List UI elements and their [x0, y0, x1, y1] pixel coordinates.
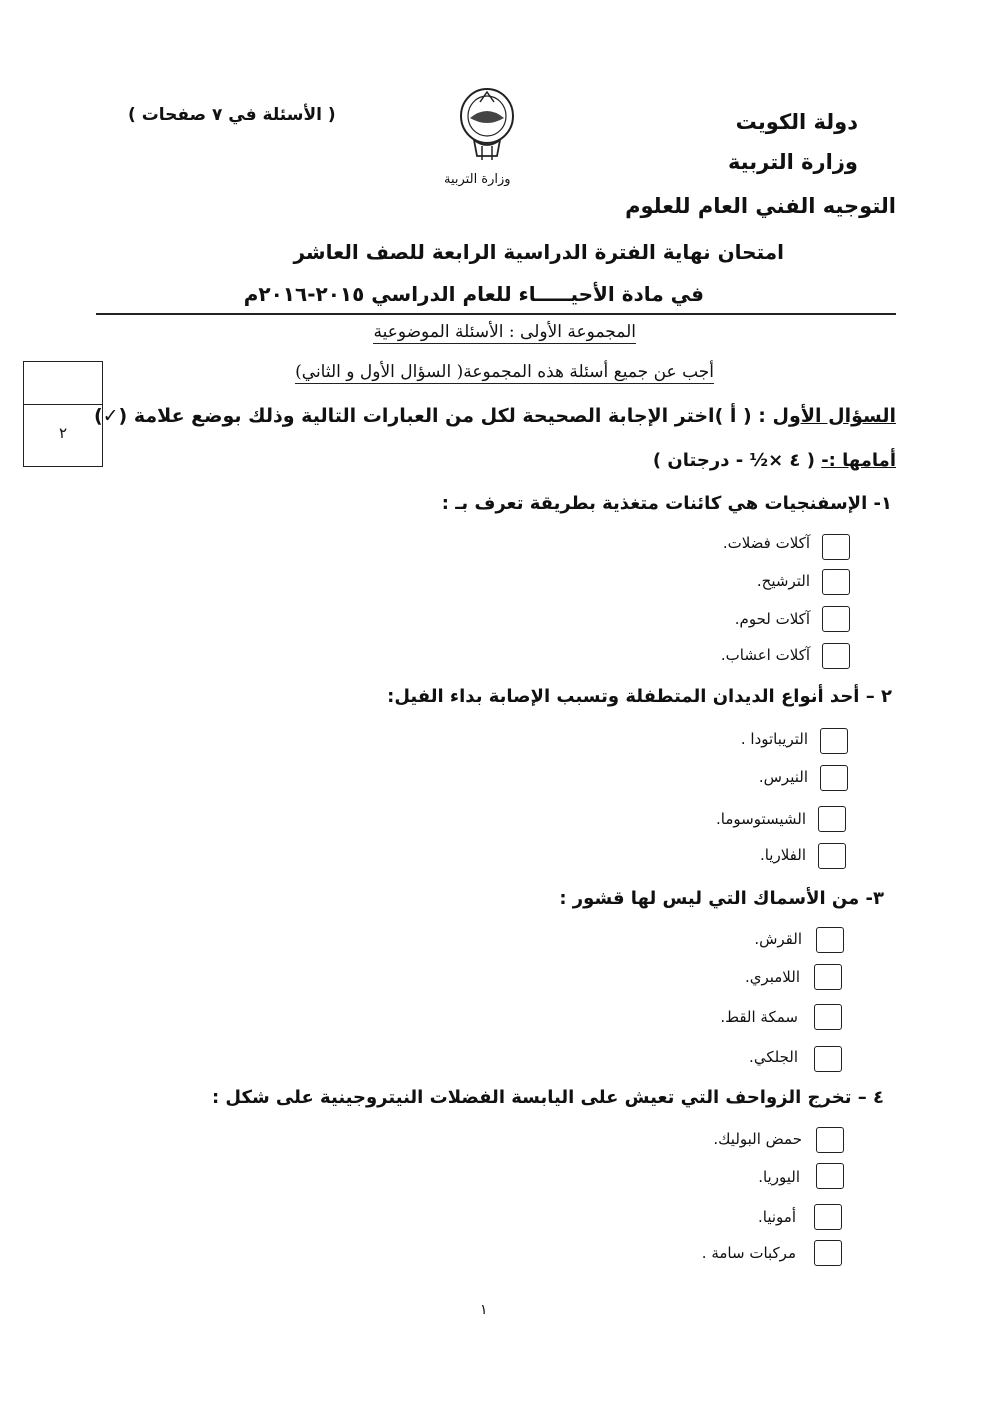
kuwait-emblem-icon	[452, 84, 522, 164]
item4-option3-label: أمونيا.	[758, 1208, 796, 1226]
item2-option1-label: التريباتودا .	[740, 730, 808, 748]
grade-value: ( ٤ ×½ - درجتان )	[652, 450, 815, 471]
score-box-divider	[24, 404, 102, 405]
item1-option4-label: آكلات اعشاب.	[720, 646, 810, 664]
score-box-value: ٢	[58, 424, 68, 442]
item1-option4-checkbox[interactable]	[822, 643, 850, 669]
item2-stem: ٢ – أحد أنواع الديدان المتطفلة وتسبب الإصابة بداء الفيل:	[387, 686, 892, 707]
country-name: دولة الكويت	[735, 110, 858, 134]
question1-heading: السؤال الأول	[772, 405, 896, 427]
item1-option1-label: آكلات فضلات.	[722, 534, 810, 552]
item1-option2-label: الترشيح.	[756, 572, 810, 590]
department-name: التوجيه الفني العام للعلوم	[625, 194, 896, 218]
item2-option4-checkbox[interactable]	[818, 843, 846, 869]
header-divider	[96, 313, 896, 315]
group-title: المجموعة الأولى : الأسئلة الموضوعية	[373, 322, 636, 342]
item3-option4-label: الجلكي.	[749, 1048, 798, 1066]
group-instruction: أجب عن جميع أسئلة هذه المجموعة( السؤال الأول و الثاني)	[295, 362, 714, 382]
question1-instruction: : ( أ )اختر الإجابة الصحيحة لكل من العبارات التالية وذلك بوضع علامة	[133, 405, 766, 427]
item3-option2-checkbox[interactable]	[814, 964, 842, 990]
pages-note: ( الأسئلة في ٧ صفحات )	[128, 105, 336, 125]
item4-option2-label: اليوريا.	[758, 1168, 800, 1186]
item2-option1-checkbox[interactable]	[820, 728, 848, 754]
item3-option4-checkbox[interactable]	[814, 1046, 842, 1072]
ministry-name: وزارة التربية	[727, 150, 858, 174]
item4-option1-checkbox[interactable]	[816, 1127, 844, 1153]
item1-stem: ١- الإسفنجيات هي كائنات متغذية بطريقة تعرف بـ :	[441, 493, 892, 514]
item4-option2-checkbox[interactable]	[816, 1163, 844, 1189]
check-mark-symbol: (✓)	[93, 405, 128, 427]
item4-stem: ٤ – تخرج الزواحف التي تعيش على اليابسة الفضلات النيتروجينية على شكل :	[211, 1087, 884, 1108]
exam-title: امتحان نهاية الفترة الدراسية الرابعة للصف العاشر	[293, 240, 784, 264]
item3-option1-label: القرش.	[754, 930, 802, 948]
item3-option2-label: اللامبري.	[744, 968, 800, 986]
question1-grade-line	[653, 450, 896, 471]
item4-option1-label: حمض البوليك.	[713, 1130, 802, 1148]
exam-subject-line: في مادة الأحيـــــاء للعام الدراسي ٢٠١٥-٢٠١٦م	[243, 282, 704, 306]
item3-stem: ٣- من الأسماك التي ليس لها قشور :	[559, 888, 884, 909]
item2-option3-label: الشيستوسوما.	[716, 810, 806, 828]
item1-option2-checkbox[interactable]	[822, 569, 850, 595]
item2-option2-checkbox[interactable]	[820, 765, 848, 791]
item2-option4-label: الفلاريا.	[759, 846, 806, 864]
item1-option1-checkbox[interactable]	[822, 534, 850, 560]
score-box	[23, 361, 103, 467]
ministry-logo	[452, 84, 522, 164]
logo-caption: وزارة التربية	[444, 172, 511, 187]
item4-option4-checkbox[interactable]	[814, 1240, 842, 1266]
item1-option3-label: آكلات لحوم.	[734, 610, 810, 628]
item3-option1-checkbox[interactable]	[816, 927, 844, 953]
item2-option2-label: النيرس.	[758, 768, 808, 786]
question1-line	[94, 405, 896, 427]
item4-option4-label: مركبات سامة .	[701, 1244, 796, 1262]
item3-option3-checkbox[interactable]	[814, 1004, 842, 1030]
grade-prefix: أمامها :-	[821, 450, 896, 471]
item3-option3-label: سمكة القط.	[720, 1008, 798, 1026]
item1-option3-checkbox[interactable]	[822, 606, 850, 632]
item4-option3-checkbox[interactable]	[814, 1204, 842, 1230]
item2-option3-checkbox[interactable]	[818, 806, 846, 832]
page-number: ١	[480, 1302, 488, 1318]
